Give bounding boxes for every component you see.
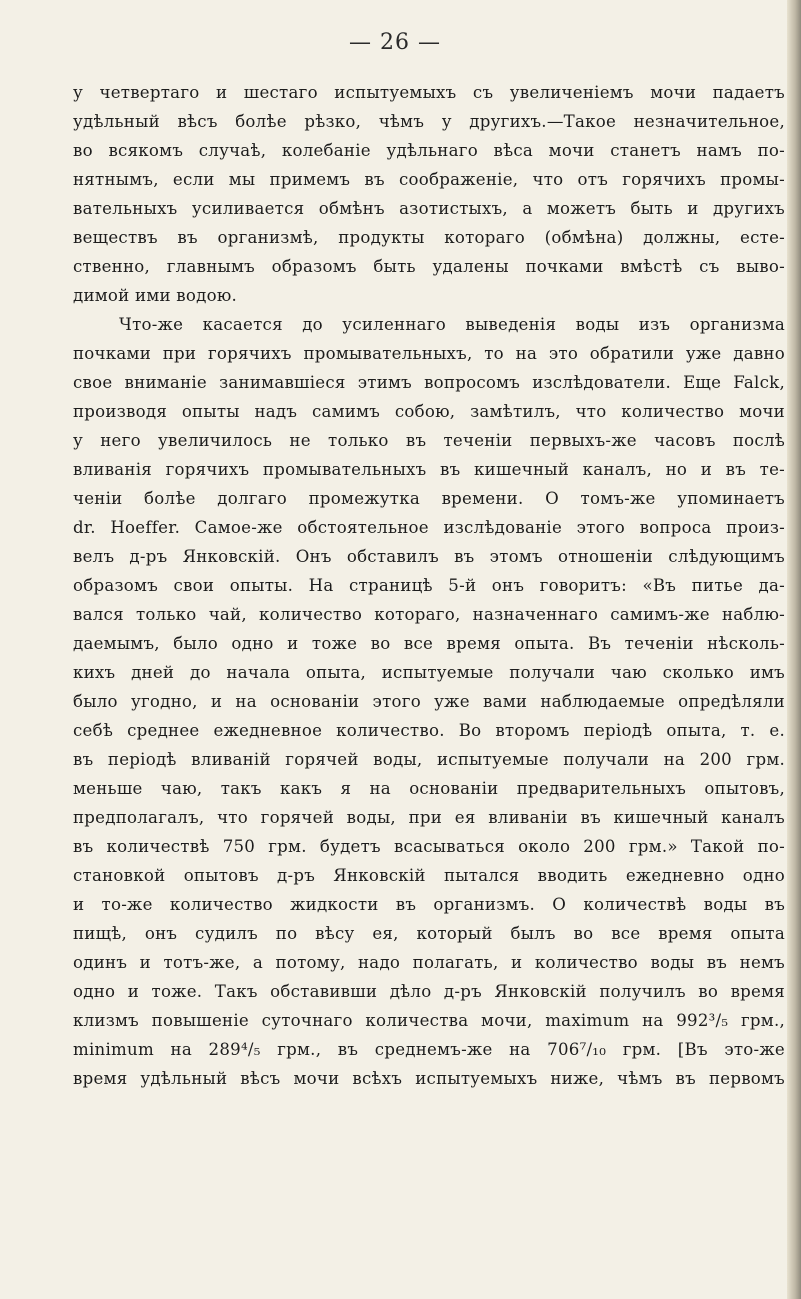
text-line: пищѣ, онъ судилъ по вѣсу ея, который былъ во все время опыта xyxy=(73,924,785,943)
body-text xyxy=(73,78,785,1093)
text-line: веществъ въ организмѣ, продукты котораго (обмѣна) должны, есте- xyxy=(73,228,785,247)
text-line: становкой опытовъ д-ръ Янковскій пытался вводить ежедневно одно xyxy=(73,866,785,885)
text-line: вался только чай, количество котораго, назначеннаго самимъ-же наблю- xyxy=(73,605,785,624)
text-line: удѣльный вѣсъ болѣе рѣзко, чѣмъ у другихъ.—Такое незначительное, xyxy=(73,112,785,131)
text-line: у него увеличилось не только въ теченіи первыхъ-же часовъ послѣ xyxy=(73,431,785,450)
text-line: велъ д-ръ Янковскій. Онъ обставилъ въ этомъ отношеніи слѣдующимъ xyxy=(73,547,785,566)
text-line: вливанія горячихъ промывательныхъ въ кишечный каналъ, но и въ те- xyxy=(73,460,785,479)
text-line: меньше чаю, такъ какъ я на основаніи предварительныхъ опытовъ, xyxy=(73,779,785,798)
text-line: и то-же количество жидкости въ организмъ. О количествѣ воды въ xyxy=(73,895,785,914)
text-line: свое вниманіе занимавшіеся этимъ вопросомъ изслѣдователи. Еще Falck, xyxy=(73,373,785,392)
text-line: minimum на 289⁴/₅ грм., въ среднемъ-же на 706⁷/₁₀ грм. [Въ это-же xyxy=(73,1040,785,1059)
text-line: почками при горячихъ промывательныхъ, то на это обратили уже давно xyxy=(73,344,785,363)
page-edge xyxy=(787,0,801,1299)
text-line: димой ими водою. xyxy=(73,286,238,305)
text-line: въ періодѣ вливаній горячей воды, испытуемые получали на 200 грм. xyxy=(73,750,785,769)
text-line: себѣ среднее ежедневное количество. Во второмъ періодѣ опыта, т. е. xyxy=(73,721,785,740)
text-line: въ количествѣ 750 грм. будетъ всасываться около 200 грм.» Такой по- xyxy=(73,837,785,856)
text-line: кихъ дней до начала опыта, испытуемые получали чаю сколько имъ xyxy=(73,663,785,682)
text-line: было угодно, и на основаніи этого уже вами наблюдаемые опредѣляли xyxy=(73,692,785,711)
text-line: производя опыты надъ самимъ собою, замѣтилъ, что количество мочи xyxy=(73,402,785,421)
text-line: вательныхъ усиливается обмѣнъ азотистыхъ, а можетъ быть и другихъ xyxy=(73,199,785,218)
text-line: одинъ и тотъ-же, а потому, надо полагать, и количество воды въ немъ xyxy=(73,953,785,972)
text-line: образомъ свои опыты. На страницѣ 5-й онъ говоритъ: «Въ питье да- xyxy=(73,576,785,595)
text-line: нятнымъ, если мы примемъ въ соображеніе, что отъ горячихъ промы- xyxy=(73,170,785,189)
text-line: клизмъ повышеніе суточнаго количества мочи, maximum на 992³/₅ грм., xyxy=(73,1011,785,1030)
text-line: Что-же касается до усиленнаго выведенія воды изъ организма xyxy=(119,315,785,334)
text-line: даемымъ, было одно и тоже во все время опыта. Въ теченіи нѣсколь- xyxy=(73,634,785,653)
text-line: во всякомъ случаѣ, колебаніе удѣльнаго вѣса мочи станетъ намъ по- xyxy=(73,141,785,160)
text-line: dr. Hoeffer. Самое-же обстоятельное изслѣдованіе этого вопроса произ- xyxy=(73,518,785,537)
text-line: ственно, главнымъ образомъ быть удалены почками вмѣстѣ съ выво- xyxy=(73,257,785,276)
text-line: время удѣльный вѣсъ мочи всѣхъ испытуемыхъ ниже, чѣмъ въ первомъ xyxy=(73,1069,785,1088)
text-line: у четвертаго и шестаго испытуемыхъ съ увеличеніемъ мочи падаетъ xyxy=(73,83,785,102)
text-line: одно и тоже. Такъ обставивши дѣло д-ръ Янковскій получилъ во время xyxy=(73,982,785,1001)
text-line: предполагалъ, что горячей воды, при ея вливаніи въ кишечный каналъ xyxy=(73,808,785,827)
text-line: ченіи болѣе долгаго промежутка времени. О томъ-же упоминаетъ xyxy=(73,489,785,508)
page-number-header: — 26 — xyxy=(349,30,441,55)
